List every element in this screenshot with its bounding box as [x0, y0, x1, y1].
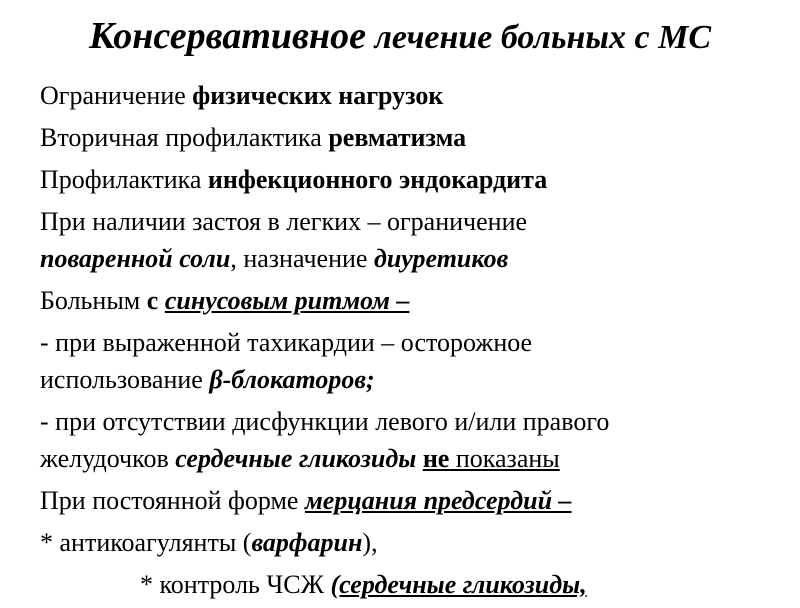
item-emphasis: ревматизма	[328, 123, 467, 152]
item-emphasis-underlined: (сердечные гликозиды,	[330, 570, 587, 599]
item-text: При наличии застоя в легких – ограничение	[40, 207, 528, 236]
item-text: * антикоагулянты (	[40, 528, 252, 557]
item-emphasis: физических нагрузок	[192, 81, 444, 110]
title-main: Консервативное	[88, 15, 366, 57]
list-item-physical-load	[40, 77, 790, 114]
list-item-atrial-fibrillation	[40, 482, 790, 519]
item-emphasis: поваренной соли	[40, 244, 231, 273]
item-emphasis: сердечные гликозиды	[175, 444, 417, 473]
item-emphasis: варфарин	[251, 528, 363, 557]
item-text: желудочков	[40, 444, 176, 473]
item-emphasis-underlined: синусовым ритмом –	[164, 286, 410, 315]
item-emphasis: с	[146, 286, 165, 315]
item-text: Профилактика	[40, 165, 208, 194]
item-text: При постоянной форме	[40, 486, 305, 515]
list-item-sinus-rhythm	[40, 282, 790, 319]
list-item-glycosides	[40, 403, 790, 477]
list-item-anticoagulants	[40, 524, 790, 561]
item-emphasis-underlined: мерцания предсердий –	[304, 486, 572, 515]
item-text: - при выраженной тахикардии – осторожное	[40, 328, 533, 357]
item-emphasis: инфекционного эндокардита	[207, 165, 548, 194]
item-text: Ограничение	[40, 81, 193, 110]
slide-title	[0, 12, 800, 62]
item-text: Вторичная профилактика	[40, 123, 329, 152]
item-emphasis-underlined: не	[422, 444, 450, 473]
list-item-tachycardia	[40, 324, 790, 398]
item-text: использование	[40, 365, 210, 394]
list-item-endocarditis	[40, 161, 790, 198]
item-text: ),	[362, 528, 378, 557]
list-item-lung-congestion	[40, 203, 790, 277]
item-emphasis: диуретиков	[373, 244, 509, 273]
item-text: * контроль ЧСЖ	[140, 570, 331, 599]
item-text-underlined: показаны	[449, 444, 560, 473]
item-text: Больным	[40, 286, 147, 315]
item-text: , назначение	[230, 244, 374, 273]
item-text: - при отсутствии дисфункции левого и/или правого	[40, 407, 610, 436]
list-item-heart-rate-control	[40, 566, 790, 603]
slide-body	[40, 77, 790, 608]
item-emphasis: β-блокаторов;	[209, 365, 375, 394]
list-item-rheumatism	[40, 119, 790, 156]
title-rest: лечение больных с МС	[365, 19, 712, 56]
